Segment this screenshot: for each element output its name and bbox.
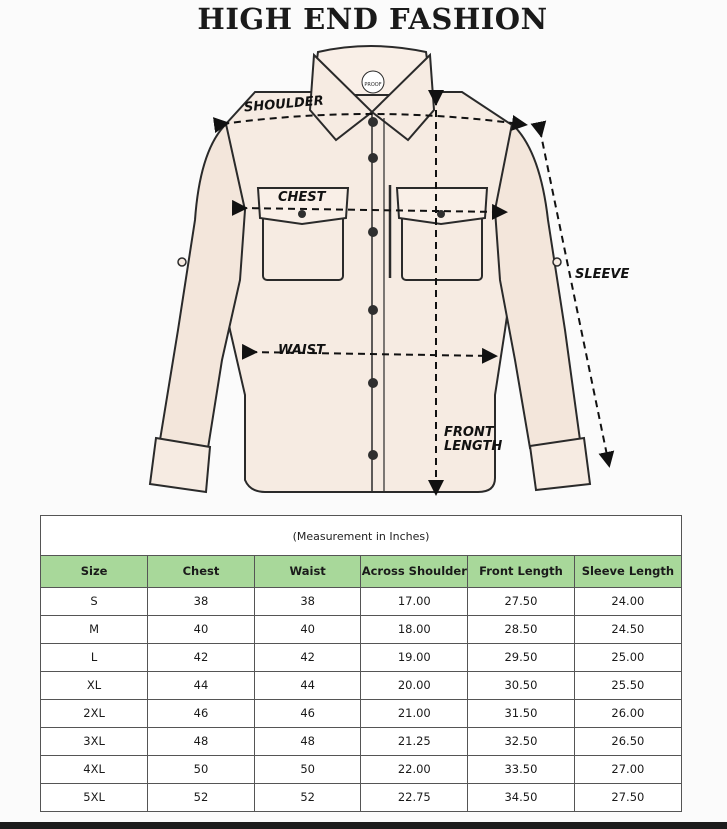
cell-sleeve-length: 24.50 (574, 615, 681, 643)
cell-waist: 48 (254, 727, 361, 755)
bottom-bar (0, 822, 727, 829)
cell-size: 2XL (41, 699, 148, 727)
cell-waist: 44 (254, 671, 361, 699)
right-pocket-flap (397, 188, 487, 224)
left-sleeve (160, 124, 245, 448)
table-row (41, 783, 681, 811)
front-length-label-line1: FRONT (444, 425, 494, 440)
cell-sleeve-length: 26.00 (574, 699, 681, 727)
cell-sleeve-length: 26.50 (574, 727, 681, 755)
cell-size: S (41, 587, 148, 615)
table-row (41, 643, 681, 671)
cell-across-shoulder: 20.00 (361, 671, 468, 699)
cell-size: 3XL (41, 727, 148, 755)
cell-waist: 38 (254, 587, 361, 615)
shoulder-label: SHOULDER (243, 93, 325, 116)
header-sleeve-length: Sleeve Length (574, 556, 681, 587)
cell-front-length: 34.50 (468, 783, 575, 811)
page-title: HIGH END FASHION (197, 2, 548, 36)
cell-waist: 40 (254, 615, 361, 643)
header-chest: Chest (148, 556, 255, 587)
right-cuff (530, 438, 590, 490)
table-row (41, 727, 681, 755)
cell-front-length: 32.50 (468, 727, 575, 755)
cell-chest: 44 (148, 671, 255, 699)
table-row (41, 615, 681, 643)
cell-size: XL (41, 671, 148, 699)
cell-front-length: 28.50 (468, 615, 575, 643)
table-header-row (41, 556, 681, 587)
right-sleeve (495, 124, 580, 448)
cell-waist: 46 (254, 699, 361, 727)
waist-label: WAIST (278, 343, 326, 358)
cell-size: 5XL (41, 783, 148, 811)
cell-sleeve-length: 25.50 (574, 671, 681, 699)
cell-chest: 48 (148, 727, 255, 755)
cell-across-shoulder: 21.00 (361, 699, 468, 727)
table-row (41, 587, 681, 615)
cell-sleeve-length: 24.00 (574, 587, 681, 615)
cell-across-shoulder: 22.00 (361, 755, 468, 783)
left-cuff (150, 438, 210, 492)
cell-sleeve-length: 27.00 (574, 755, 681, 783)
cell-size: 4XL (41, 755, 148, 783)
cell-chest: 50 (148, 755, 255, 783)
cell-chest: 38 (148, 587, 255, 615)
cell-front-length: 27.50 (468, 587, 575, 615)
front-length-label-line2: LENGTH (444, 439, 503, 454)
table-row (41, 699, 681, 727)
cell-waist: 52 (254, 783, 361, 811)
size-table (41, 556, 681, 811)
sleeve-label: SLEEVE (575, 267, 630, 282)
cell-waist: 42 (254, 643, 361, 671)
table-row (41, 671, 681, 699)
cell-chest: 46 (148, 699, 255, 727)
cell-across-shoulder: 19.00 (361, 643, 468, 671)
cell-across-shoulder: 21.25 (361, 727, 468, 755)
cell-sleeve-length: 27.50 (574, 783, 681, 811)
table-row (41, 755, 681, 783)
cell-chest: 42 (148, 643, 255, 671)
header-front-length: Front Length (468, 556, 575, 587)
cell-across-shoulder: 22.75 (361, 783, 468, 811)
cell-front-length: 31.50 (468, 699, 575, 727)
cell-across-shoulder: 17.00 (361, 587, 468, 615)
cell-sleeve-length: 25.00 (574, 643, 681, 671)
header-waist: Waist (254, 556, 361, 587)
size-chart (40, 515, 682, 812)
chest-label: CHEST (278, 190, 326, 205)
cell-chest: 40 (148, 615, 255, 643)
cell-size: L (41, 643, 148, 671)
cell-waist: 50 (254, 755, 361, 783)
logo-text: PROOF (364, 82, 382, 88)
cell-front-length: 30.50 (468, 671, 575, 699)
header-size: Size (41, 556, 148, 587)
cell-chest: 52 (148, 783, 255, 811)
cell-front-length: 33.50 (468, 755, 575, 783)
cell-across-shoulder: 18.00 (361, 615, 468, 643)
header-across-shoulder: Across Shoulder (361, 556, 468, 587)
cell-size: M (41, 615, 148, 643)
cell-front-length: 29.50 (468, 643, 575, 671)
table-caption: (Measurement in Inches) (41, 516, 681, 556)
